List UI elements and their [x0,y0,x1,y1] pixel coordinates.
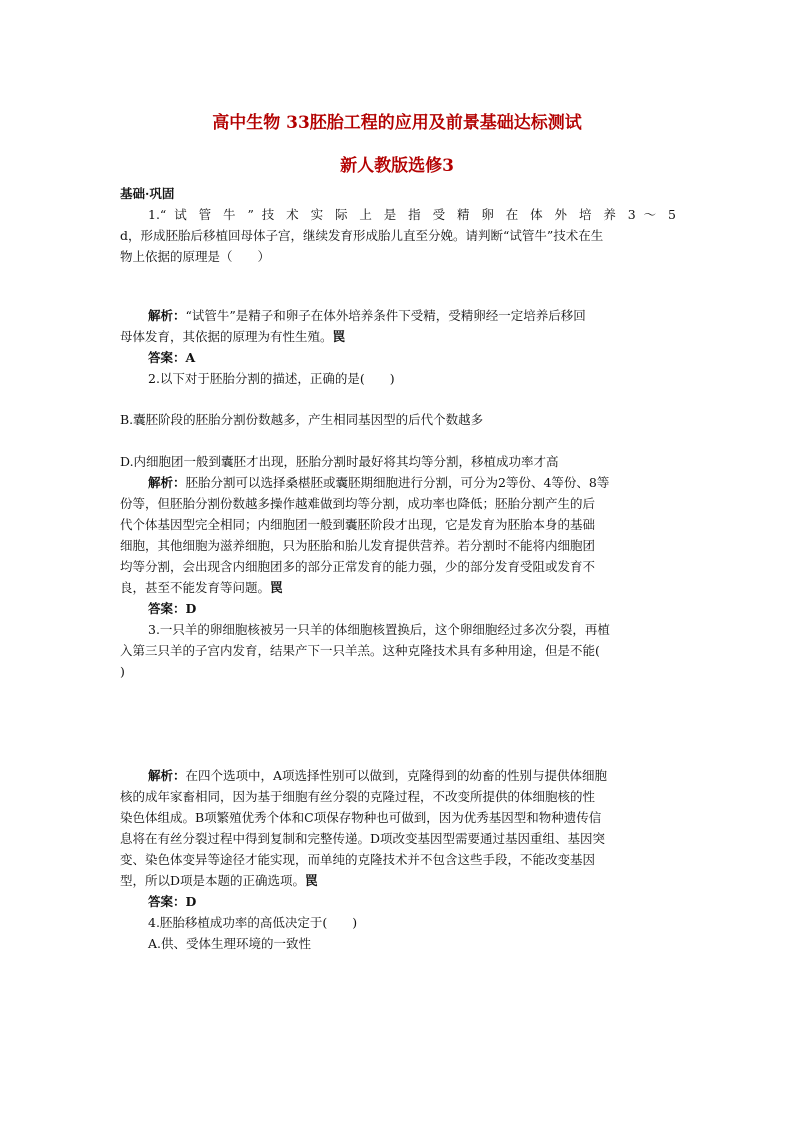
q1-analysis-line2 [120,326,676,347]
analysis-label: 解析： [148,475,186,490]
q4-option-a: A.供、受体生理环境的一致性 [148,936,312,951]
q3-analysis-line3: 染色体组成。B项繁殖优秀个体和C项保存物种也可做到，因为优秀基因型和物种遗传信 [120,810,602,825]
q1-analysis-text: “试管牛”是精子和卵子在体外培养条件下受精，受精卵经一定培养后移回 [185,308,586,323]
q2-analysis-line6 [120,577,676,598]
q2-answer: 答案：D [148,601,197,616]
section-heading: 基础·巩固 [120,186,175,201]
q3-analysis-line1 [120,765,676,786]
q1-analysis-text-2: 母体发育，其依据的原理为有性生殖。 [120,329,333,344]
analysis-label: 解析： [148,768,186,783]
document-title: 高中生物 33胚胎工程的应用及前景基础达标测试 [212,113,582,133]
q2-analysis-line4: 细胞，其他细胞为滋养细胞，只为胚胎和胎儿发育提供营养。若分割时不能将内细胞团 [120,538,596,553]
q2-analysis-line1 [120,472,676,493]
q3-analysis-line4: 息将在有丝分裂过程中得到复制和完整传递。D项改变基因型需要通过基因重组、基因突 [120,831,606,846]
q3-analysis-text: 在四个选项中，A项选择性别可以做到，克隆得到的幼畜的性别与提供体细胞 [185,768,608,783]
q1-stem-line2: d，形成胚胎后移植回母体子宫，继续发育形成胎儿直至分娩。请判断“试管牛”技术在生 [120,228,604,243]
q1-mark: 罠 [332,329,346,344]
q2-option-d: D.内细胞团一般到囊胚才出现，胚胎分割时最好将其均等分割，移植成功率才高 [120,454,559,469]
q2-mark: 罠 [270,580,283,595]
q2-option-b: B.囊胚阶段的胚胎分割份数越多，产生相同基因型的后代个数越多 [120,412,484,427]
document-subtitle: 新人教版选修3 [340,156,454,176]
q2-analysis-line5: 均等分割，会出现含内细胞团多的部分正常发育的能力强，少的部分发育受阻或发育不 [120,559,596,574]
q1-analysis-line1 [120,305,676,326]
q3-analysis-line6 [120,870,676,891]
q1-stem-line3: 物上依据的原理是（ ） [120,249,271,264]
q1-stem-line1: 1.“ 试 管 牛 ” 技 术 实 际 上 是 指 受 精 卵 在 体 外 培 养 3 ～ 5 [148,207,676,222]
q3-answer: 答案：D [148,894,197,909]
analysis-label: 解析： [148,308,186,323]
q2-analysis-text: 胚胎分割可以选择桑椹胚或囊胚期细胞进行分割，可分为2等份、4等份、8等 [185,475,610,490]
q3-stem-line3: ) [120,664,125,679]
q3-stem-line2: 入第三只羊的子宫内发育，结果产下一只羊羔。这种克隆技术具有多种用途，但是不能( [120,643,600,658]
q2-stem: 2.以下对于胚胎分割的描述，正确的是( ) [148,371,395,386]
q3-analysis-line2: 核的成年家畜相同，因为基于细胞有丝分裂的克隆过程，不改变所提供的体细胞核的性 [120,789,596,804]
q3-analysis-text-6: 型，所以D项是本题的正确选项。 [120,873,306,888]
q3-stem-line1: 3.一只羊的卵细胞核被另一只羊的体细胞核置换后，这个卵细胞经过多次分裂，再植 [148,622,610,637]
q3-mark: 罠 [305,873,318,888]
q3-analysis-line5: 变、染色体变异等途径才能实现，而单纯的克隆技术并不包含这些手段，不能改变基因 [120,852,596,867]
q2-analysis-line3: 代个体基因型完全相同；内细胞团一般到囊胚阶段才出现，它是发育为胚胎本身的基础 [120,517,596,532]
q4-stem: 4.胚胎移植成功率的高低决定于( ) [148,915,358,930]
q2-analysis-text-6: 良，甚至不能发育等问题。 [120,580,271,595]
q2-analysis-line2: 份等，但胚胎分割份数越多操作越难做到均等分割，成功率也降低；胚胎分割产生的后 [120,496,596,511]
q1-answer: 答案：A [148,350,196,365]
